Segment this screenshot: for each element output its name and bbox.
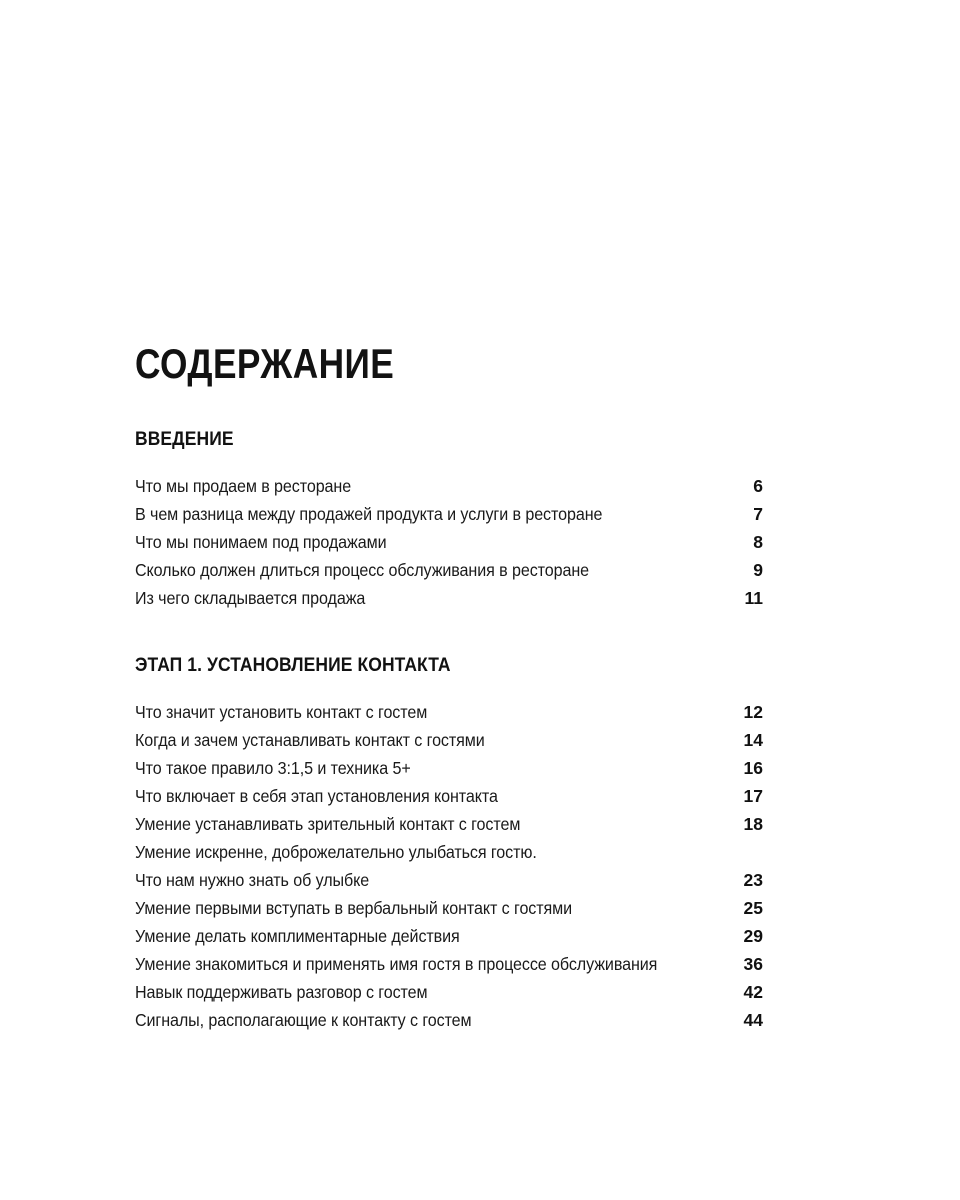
- toc-section: [135, 430, 763, 612]
- toc-entry: [135, 950, 763, 978]
- entry-label: Навык поддерживать разговор с гостем: [135, 982, 428, 1002]
- toc-entry: [135, 472, 763, 500]
- section-entries: [135, 698, 763, 1034]
- toc-entry: [135, 1006, 763, 1034]
- entry-page-number: 14: [743, 730, 763, 750]
- entry-page-number: 36: [743, 954, 763, 974]
- entry-label: Что такое правило 3:1,5 и техника 5+: [135, 758, 411, 778]
- toc-entry: [135, 894, 763, 922]
- toc-page: [135, 0, 763, 1034]
- entry-page-number: 44: [743, 1010, 763, 1030]
- entry-label: Что мы продаем в ресторане: [135, 476, 352, 496]
- entry-label: Умение первыми вступать в вербальный контакт с гостями: [135, 898, 573, 918]
- entry-page-number: 17: [743, 786, 763, 806]
- toc-entry: [135, 500, 763, 528]
- entry-label: Умение знакомиться и применять имя гостя в процессе обслуживания: [135, 954, 658, 974]
- entry-page-number: 25: [743, 898, 763, 918]
- toc-entry: [135, 754, 763, 782]
- entry-label: Из чего складывается продажа: [135, 588, 366, 608]
- entry-page-number: 6: [753, 476, 763, 496]
- section-heading: ЭТАП 1. УСТАНОВЛЕНИЕ КОНТАКТА: [135, 655, 451, 676]
- entry-page-number: 9: [753, 560, 763, 580]
- toc-sections: [135, 430, 763, 1034]
- entry-label: Когда и зачем устанавливать контакт с гостями: [135, 730, 485, 750]
- toc-entry: [135, 922, 763, 950]
- entry-label: Что мы понимаем под продажами: [135, 532, 387, 552]
- toc-entry: [135, 838, 763, 866]
- entry-page-number: 7: [753, 504, 763, 524]
- entry-label: Что нам нужно знать об улыбке: [135, 870, 370, 890]
- section-entries: [135, 472, 763, 612]
- entry-page-number: 18: [743, 814, 763, 834]
- entry-label: Умение делать комплиментарные действия: [135, 926, 460, 946]
- toc-entry: [135, 810, 763, 838]
- toc-entry: [135, 978, 763, 1006]
- entry-page-number: 12: [743, 702, 763, 722]
- toc-entry: [135, 556, 763, 584]
- section-heading: ВВЕДЕНИЕ: [135, 429, 234, 450]
- entry-label: Умение устанавливать зрительный контакт с гостем: [135, 814, 521, 834]
- entry-label: Умение искренне, доброжелательно улыбаться гостю.: [135, 842, 537, 862]
- toc-entry: [135, 782, 763, 810]
- entry-label: Сигналы, располагающие к контакту с гостем: [135, 1010, 472, 1030]
- toc-section: [135, 656, 763, 1034]
- toc-entry: [135, 866, 763, 894]
- entry-label: Сколько должен длиться процесс обслуживания в ресторане: [135, 560, 590, 580]
- entry-page-number: 42: [743, 982, 763, 1002]
- toc-entry: [135, 698, 763, 726]
- entry-label: В чем разница между продажей продукта и услуги в ресторане: [135, 504, 603, 524]
- toc-entry: [135, 584, 763, 612]
- toc-entry: [135, 528, 763, 556]
- entry-page-number: 29: [743, 926, 763, 946]
- entry-label: Что включает в себя этап установления контакта: [135, 786, 498, 806]
- page-title: СОДЕРЖАНИЕ: [135, 340, 395, 387]
- entry-page-number: 8: [753, 532, 763, 552]
- entry-page-number: 23: [743, 870, 763, 890]
- entry-page-number: 11: [744, 588, 763, 608]
- toc-entry: [135, 726, 763, 754]
- entry-label: Что значит установить контакт с гостем: [135, 702, 428, 722]
- entry-page-number: 16: [743, 758, 763, 778]
